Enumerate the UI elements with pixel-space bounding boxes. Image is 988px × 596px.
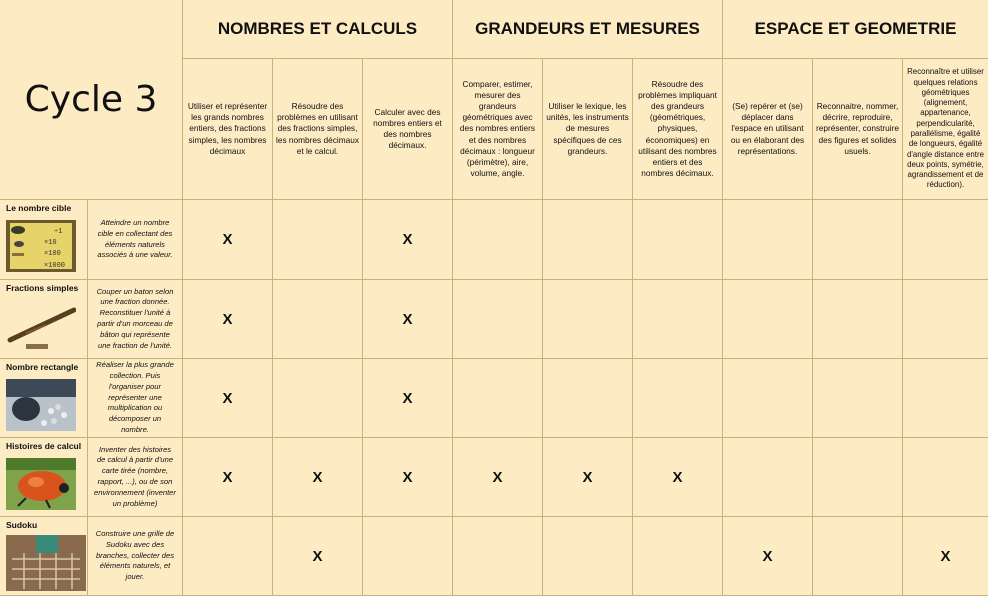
mark-cell [723,200,813,280]
mark: X [312,468,323,486]
group-header-espace [723,0,988,59]
mark-cell [273,359,363,438]
mark-cell [813,517,903,596]
page-title: Cycle 3 [24,79,158,120]
svg-text:×100: ×100 [44,250,61,258]
mark-cell [363,200,453,280]
mark: X [222,231,233,248]
mark-cell [543,359,633,438]
mark-cell [363,517,453,596]
mark-cell [453,359,543,438]
competence-label: Utiliser le lexique, les unités, les instruments de mesures spécifiques de ces grandeurs. [546,101,629,156]
mark-cell [183,200,273,280]
mark-cell [903,438,988,517]
mark: X [672,468,683,486]
mark-cell [813,359,903,438]
mark-cell [633,200,723,280]
mark: X [402,310,413,328]
sudoku-grid-icon [6,535,86,596]
mark-cell [723,517,813,596]
mark-cell [813,200,903,280]
mark: X [402,231,413,248]
activity-description [88,200,183,280]
competence-header [453,59,543,200]
mark-cell [723,438,813,517]
mark-cell [903,280,988,359]
mark: X [312,547,323,565]
mark: X [762,547,773,565]
mark-cell [273,517,363,596]
activity-cell [0,438,88,517]
description-text: Couper un baton selon une fraction donnée. Reconstituer l'unité à partir d'un morceau de bâton qui représente une fraction de l'unité. [96,286,174,350]
activity-name: Le nombre cible [6,203,72,213]
mark: X [222,468,233,486]
activity-name: Fractions simples [6,283,79,293]
mark-cell [273,438,363,517]
mark-cell [183,517,273,596]
competence-header [543,59,633,200]
activity-description [88,280,183,359]
description-text: Construire une grille de Sudoku avec des branches, collecter des éléments naturels, et jouer. [95,529,175,582]
competence-label: Résoudre des problèmes impliquant des grandeurs (géométriques, physiques, économiques) en utilisant des nombres entiers et des nombres décimaux. [638,79,717,178]
beetle-icon [6,458,76,515]
svg-text:×1000: ×1000 [44,262,66,270]
activity-name: Sudoku [6,520,38,530]
mark: X [940,547,951,565]
mark-cell [363,438,453,517]
mark-cell [723,359,813,438]
mark-cell [633,438,723,517]
group-header-grandeurs [453,0,723,59]
activity-description [88,359,183,438]
mark-cell [543,200,633,280]
activity-description [88,517,183,596]
svg-text:÷1: ÷1 [54,228,63,236]
mark: X [222,310,233,328]
mark-cell [363,280,453,359]
svg-text:×10: ×10 [44,239,57,247]
mark-cell [183,438,273,517]
number-cards-icon [6,220,76,277]
group-header-nombres [183,0,453,59]
competence-label: Comparer, estimer, mesurer des grandeurs géométriques avec des nombres entiers et des nombres décimaux : longueur (périmètre), aire, volume, angle. [459,79,536,178]
mark-cell [813,438,903,517]
competence-label: Reconnaître et utiliser quelques relations géométriques (alignement, appartenance, perpendicularité, parallélisme, égalité de longueurs, égalité d'angle distance entre deux points, symétrie, agrandissement et de réduction). [907,67,984,190]
mark-cell [813,280,903,359]
description-text: Atteindre un nombre cible en collectant des éléments naturels associés à une valeur. [97,217,173,260]
activity-cell [0,200,88,280]
competence-header [363,59,453,200]
mark-cell [453,438,543,517]
competence-header [183,59,273,200]
group-label: ESPACE ET GEOMETRIE [754,19,957,38]
description-text: Réaliser la plus grande collection. Puis l'organiser pour représenter une multiplication ou décomposer un nombre. [96,360,174,434]
collection-icon [6,379,76,436]
stick-icon [6,300,76,357]
activity-cell [0,359,88,438]
mark-cell [453,517,543,596]
mark-cell [903,200,988,280]
mark-cell [363,359,453,438]
group-label: GRANDEURS ET MESURES [475,19,700,38]
mark: X [222,389,233,407]
mark-cell [543,280,633,359]
mark-cell [453,280,543,359]
mark: X [402,389,413,407]
mark-cell [633,517,723,596]
mark-cell [183,280,273,359]
group-label: NOMBRES ET CALCULS [217,19,418,38]
competence-header [813,59,903,200]
competence-header [273,59,363,200]
competence-label: Calculer avec des nombres entiers et des nombres décimaux. [373,106,442,151]
mark: X [582,468,593,486]
competence-label: Reconnaitre, nommer, décrire, reproduire, représenter, construire des figures et solides usuels. [816,101,900,156]
mark-cell [633,359,723,438]
mark-cell [453,200,543,280]
mark-cell [543,517,633,596]
mark-cell [543,438,633,517]
activity-cell [0,517,88,596]
description-text: Inventer des histoires de calcul à partir d'une carte tirée (nombre, rapport, ...), ou de son environnement (inventer un problème) [94,444,176,508]
competence-header [723,59,813,200]
competence-label: (Se) repérer et (se) déplacer dans l'espace en utilisant ou en élaborant des représentations. [730,101,805,156]
activity-name: Histoires de calcul [6,441,82,451]
activity-name: Nombre rectangle [6,362,79,372]
mark-cell [273,200,363,280]
mark: X [492,468,503,486]
mark-cell [633,280,723,359]
mark-cell [273,280,363,359]
mark-cell [183,359,273,438]
competence-label: Résoudre des problèmes en utilisant des fractions simples, les nombres décimaux et le calcul. [276,101,360,156]
competence-header [633,59,723,200]
mark-cell [723,280,813,359]
competence-label: Utiliser et représenter les grands nombres entiers, des fractions simples, les nombres décimaux [187,101,268,156]
title-cell [0,0,183,200]
mark: X [402,468,413,486]
competence-header [903,59,988,200]
mark-cell [903,359,988,438]
activity-description [88,438,183,517]
mark-cell [903,517,988,596]
activity-cell [0,280,88,359]
